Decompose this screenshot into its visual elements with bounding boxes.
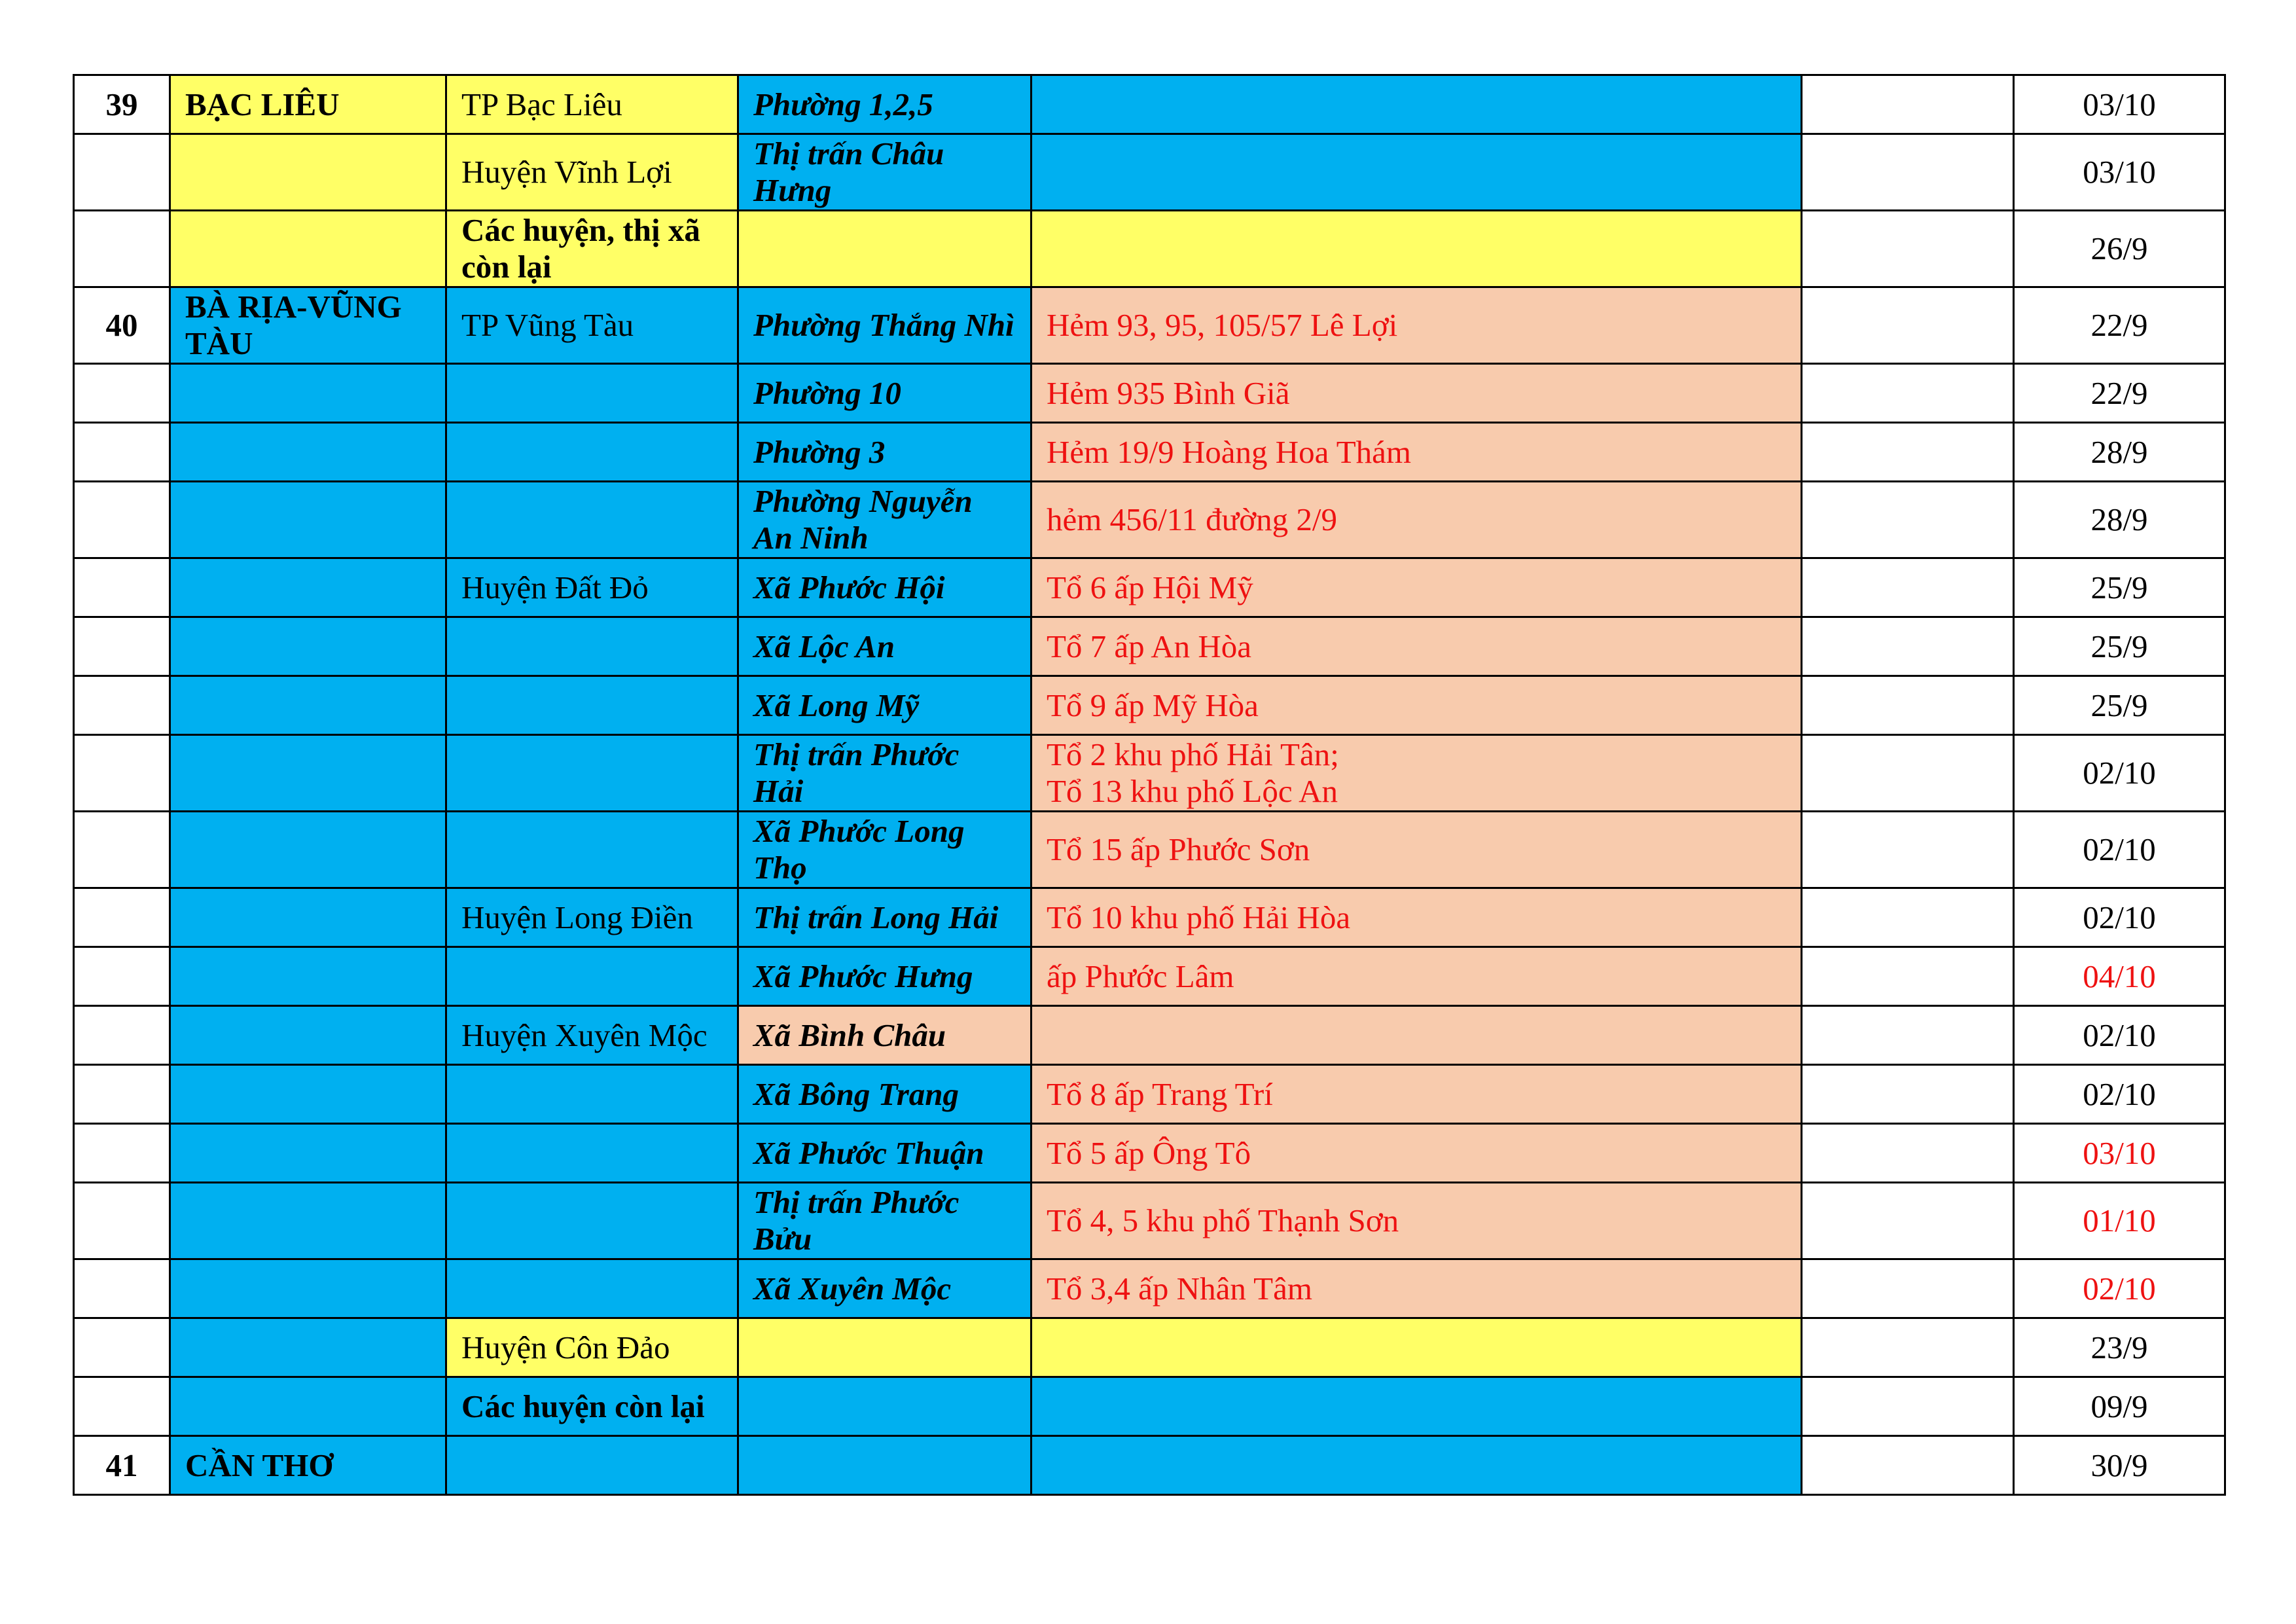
province-cell [170, 364, 446, 423]
province-cell [170, 888, 446, 947]
district-cell [446, 617, 738, 676]
date-cell: 03/10 [2014, 134, 2225, 211]
district-cell [446, 1183, 738, 1259]
table-row [74, 558, 2225, 617]
empty-cell [1802, 287, 2014, 364]
note-cell: Tổ 9 ấp Mỹ Hòa [1031, 676, 1802, 735]
note-cell: Tổ 15 ấp Phước Sơn [1031, 812, 1802, 888]
table-row [74, 1259, 2225, 1318]
empty-cell [1802, 947, 2014, 1006]
date-cell: 25/9 [2014, 676, 2225, 735]
date-cell: 28/9 [2014, 482, 2225, 558]
note-cell [1031, 1377, 1802, 1436]
province-cell [170, 423, 446, 482]
empty-cell [1802, 735, 2014, 812]
empty-cell [1802, 1183, 2014, 1259]
province-cell [170, 134, 446, 211]
district-cell [446, 364, 738, 423]
ward-cell [738, 1436, 1031, 1495]
row-number [74, 888, 170, 947]
province-cell [170, 558, 446, 617]
ward-cell [738, 211, 1031, 287]
province-cell [170, 617, 446, 676]
ward-cell: Phường 3 [738, 423, 1031, 482]
table-row [74, 888, 2225, 947]
row-number [74, 1183, 170, 1259]
district-cell: TP Vũng Tàu [446, 287, 738, 364]
note-cell [1031, 75, 1802, 134]
table-row [74, 947, 2225, 1006]
note-cell: hẻm 456/11 đường 2/9 [1031, 482, 1802, 558]
note-cell: Tổ 4, 5 khu phố Thạnh Sơn [1031, 1183, 1802, 1259]
district-cell [446, 1259, 738, 1318]
province-cell [170, 1124, 446, 1183]
ward-cell: Xã Phước Thuận [738, 1124, 1031, 1183]
empty-cell [1802, 211, 2014, 287]
date-cell: 02/10 [2014, 1259, 2225, 1318]
note-cell [1031, 1006, 1802, 1065]
date-cell: 26/9 [2014, 211, 2225, 287]
province-cell [170, 211, 446, 287]
ward-cell: Phường Nguyễn An Ninh [738, 482, 1031, 558]
row-number [74, 1065, 170, 1124]
district-cell: Huyện Côn Đảo [446, 1318, 738, 1377]
date-cell: 30/9 [2014, 1436, 2225, 1495]
district-cell: Huyện Xuyên Mộc [446, 1006, 738, 1065]
table-row [74, 1377, 2225, 1436]
district-cell [446, 423, 738, 482]
district-cell [446, 1124, 738, 1183]
note-cell: Hẻm 935 Bình Giã [1031, 364, 1802, 423]
date-cell: 02/10 [2014, 735, 2225, 812]
province-cell [170, 1065, 446, 1124]
province-cell: BẠC LIÊU [170, 75, 446, 134]
row-number [74, 735, 170, 812]
date-cell: 01/10 [2014, 1183, 2225, 1259]
note-cell: Hẻm 19/9 Hoàng Hoa Thám [1031, 423, 1802, 482]
date-cell: 22/9 [2014, 364, 2225, 423]
empty-cell [1802, 482, 2014, 558]
row-number [74, 1006, 170, 1065]
row-number [74, 482, 170, 558]
empty-cell [1802, 1065, 2014, 1124]
date-cell: 02/10 [2014, 888, 2225, 947]
ward-cell: Xã Phước Hưng [738, 947, 1031, 1006]
note-cell [1031, 1318, 1802, 1377]
ward-cell: Thị trấn Phước Hải [738, 735, 1031, 812]
row-number [74, 676, 170, 735]
date-cell: 03/10 [2014, 1124, 2225, 1183]
date-cell: 03/10 [2014, 75, 2225, 134]
row-number [74, 1124, 170, 1183]
note-cell: Tổ 5 ấp Ông Tô [1031, 1124, 1802, 1183]
empty-cell [1802, 1006, 2014, 1065]
district-cell: Các huyện, thị xã còn lại [446, 211, 738, 287]
empty-cell [1802, 134, 2014, 211]
empty-cell [1802, 1318, 2014, 1377]
table-row [74, 1318, 2225, 1377]
row-number [74, 134, 170, 211]
ward-cell [738, 1377, 1031, 1436]
note-cell: Tổ 7 ấp An Hòa [1031, 617, 1802, 676]
district-cell [446, 482, 738, 558]
ward-cell: Xã Xuyên Mộc [738, 1259, 1031, 1318]
province-cell [170, 482, 446, 558]
row-number: 39 [74, 75, 170, 134]
empty-cell [1802, 888, 2014, 947]
district-cell [446, 676, 738, 735]
ward-cell: Xã Long Mỹ [738, 676, 1031, 735]
note-cell [1031, 134, 1802, 211]
ward-cell: Phường Thắng Nhì [738, 287, 1031, 364]
table-row [74, 1183, 2225, 1259]
table-row [74, 812, 2225, 888]
table-row [74, 676, 2225, 735]
ward-cell [738, 1318, 1031, 1377]
date-cell: 25/9 [2014, 558, 2225, 617]
province-cell [170, 735, 446, 812]
empty-cell [1802, 423, 2014, 482]
row-number [74, 364, 170, 423]
row-number [74, 617, 170, 676]
district-cell: Huyện Đất Đỏ [446, 558, 738, 617]
note-line: Tổ 2 khu phố Hải Tân; [1047, 736, 1339, 772]
table-row [74, 134, 2225, 211]
ward-cell: Xã Lộc An [738, 617, 1031, 676]
empty-cell [1802, 1259, 2014, 1318]
district-cell [446, 812, 738, 888]
district-cell [446, 735, 738, 812]
date-cell: 09/9 [2014, 1377, 2225, 1436]
date-cell: 28/9 [2014, 423, 2225, 482]
table-row [74, 1065, 2225, 1124]
date-cell: 02/10 [2014, 812, 2225, 888]
note-cell: Tổ 3,4 ấp Nhân Tâm [1031, 1259, 1802, 1318]
note-line: Tổ 13 khu phố Lộc An [1047, 773, 1338, 809]
province-cell [170, 947, 446, 1006]
row-number: 41 [74, 1436, 170, 1495]
empty-cell [1802, 558, 2014, 617]
row-number [74, 947, 170, 1006]
empty-cell [1802, 364, 2014, 423]
note-cell: Hẻm 93, 95, 105/57 Lê Lợi [1031, 287, 1802, 364]
schedule-table [73, 74, 2226, 1496]
ward-cell: Xã Bông Trang [738, 1065, 1031, 1124]
ward-cell: Xã Phước Long Thọ [738, 812, 1031, 888]
province-cell [170, 812, 446, 888]
district-cell [446, 1065, 738, 1124]
row-number [74, 812, 170, 888]
empty-cell [1802, 75, 2014, 134]
row-number [74, 211, 170, 287]
note-cell [1031, 1436, 1802, 1495]
table-row [74, 617, 2225, 676]
date-cell: 23/9 [2014, 1318, 2225, 1377]
table-row [74, 364, 2225, 423]
table-row [74, 735, 2225, 812]
empty-cell [1802, 676, 2014, 735]
province-cell [170, 1006, 446, 1065]
ward-cell: Xã Bình Châu [738, 1006, 1031, 1065]
empty-cell [1802, 1436, 2014, 1495]
table-row [74, 1124, 2225, 1183]
table-row [74, 1436, 2225, 1495]
district-cell: Các huyện còn lại [446, 1377, 738, 1436]
table-row [74, 75, 2225, 134]
note-cell: Tổ 6 ấp Hội Mỹ [1031, 558, 1802, 617]
row-number: 40 [74, 287, 170, 364]
table-row [74, 287, 2225, 364]
ward-cell: Thị trấn Châu Hưng [738, 134, 1031, 211]
province-cell [170, 1318, 446, 1377]
row-number [74, 423, 170, 482]
province-cell [170, 1377, 446, 1436]
table-row [74, 211, 2225, 287]
row-number [74, 1377, 170, 1436]
note-cell [1031, 735, 1802, 812]
province-cell: CẦN THƠ [170, 1436, 446, 1495]
table-row [74, 482, 2225, 558]
province-cell [170, 676, 446, 735]
province-cell: BÀ RỊA-VŨNG TÀU [170, 287, 446, 364]
province-cell [170, 1259, 446, 1318]
row-number [74, 558, 170, 617]
ward-cell: Thị trấn Long Hải [738, 888, 1031, 947]
row-number [74, 1318, 170, 1377]
district-cell [446, 1436, 738, 1495]
date-cell: 22/9 [2014, 287, 2225, 364]
district-cell: Huyện Vĩnh Lợi [446, 134, 738, 211]
district-cell: Huyện Long Điền [446, 888, 738, 947]
date-cell: 02/10 [2014, 1006, 2225, 1065]
note-cell: ấp Phước Lâm [1031, 947, 1802, 1006]
note-cell: Tổ 10 khu phố Hải Hòa [1031, 888, 1802, 947]
date-cell: 04/10 [2014, 947, 2225, 1006]
table-row [74, 423, 2225, 482]
ward-cell: Phường 10 [738, 364, 1031, 423]
empty-cell [1802, 1124, 2014, 1183]
province-cell [170, 1183, 446, 1259]
date-cell: 02/10 [2014, 1065, 2225, 1124]
note-cell [1031, 211, 1802, 287]
empty-cell [1802, 617, 2014, 676]
ward-cell: Phường 1,2,5 [738, 75, 1031, 134]
row-number [74, 1259, 170, 1318]
empty-cell [1802, 812, 2014, 888]
ward-cell: Thị trấn Phước Bửu [738, 1183, 1031, 1259]
district-cell: TP Bạc Liêu [446, 75, 738, 134]
note-cell: Tổ 8 ấp Trang Trí [1031, 1065, 1802, 1124]
date-cell: 25/9 [2014, 617, 2225, 676]
district-cell [446, 947, 738, 1006]
empty-cell [1802, 1377, 2014, 1436]
ward-cell: Xã Phước Hội [738, 558, 1031, 617]
table-row [74, 1006, 2225, 1065]
